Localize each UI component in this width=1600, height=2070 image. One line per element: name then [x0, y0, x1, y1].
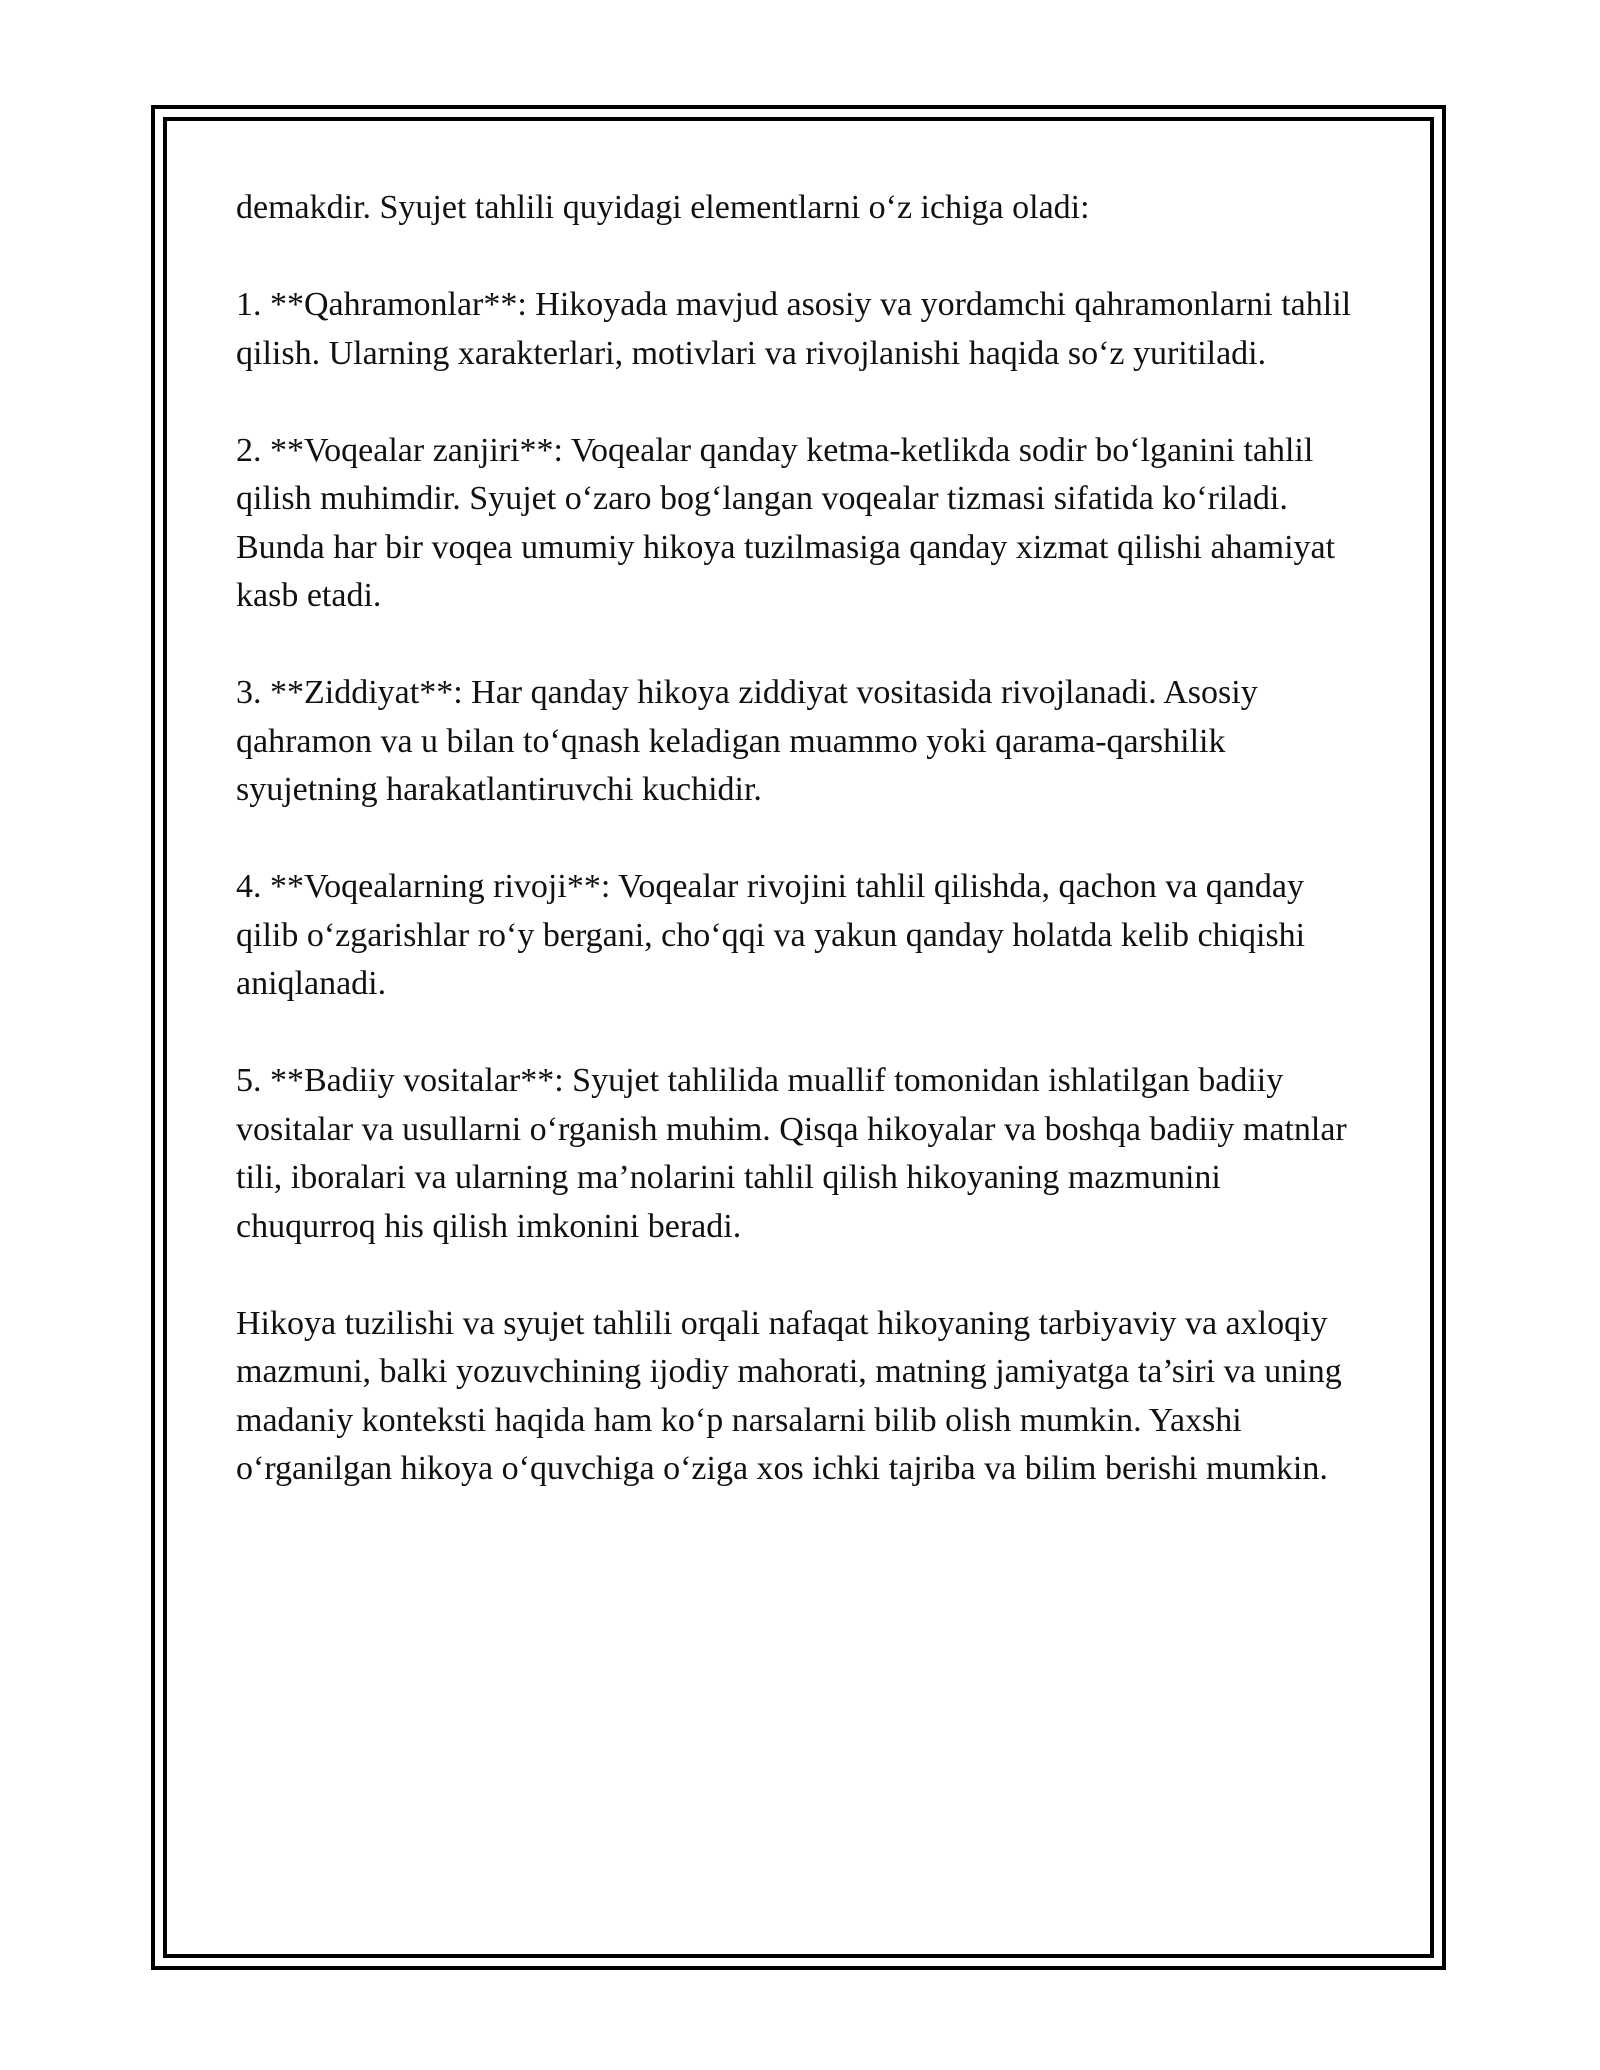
paragraph-badiiy-vositalar: 5. **Badiiy vositalar**: Syujet tahlilida muallif tomonidan ishlatilgan badiiy vositalar va usullarni o‘rganish muhim. Qisqa hikoyalar va boshqa badiiy matnlar tili, iboralari va ularning ma’nolarini tahlil qilish hikoyaning mazmunini chuqurroq his qilish imkonini beradi. — [236, 1062, 1347, 1245]
paragraph-intro: demakdir. Syujet tahlili quyidagi elementlarni o‘z ichiga oladi: — [236, 189, 1090, 226]
document-body — [236, 184, 1366, 1542]
paragraph-conclusion: Hikoya tuzilishi va syujet tahlili orqali nafaqat hikoyaning tarbiyaviy va axloqiy mazmuni, balki yozuvchining ijodiy mahorati, matning jamiyatga ta’siri va uning madaniy konteksti haqida ham ko‘p narsalarni bilib olish mumkin. Yaxshi o‘rganilgan hikoya o‘quvchiga o‘ziga xos ichki tajriba va bilim berishi mumkin. — [236, 1304, 1342, 1487]
paragraph-voqealar-zanjiri: 2. **Voqealar zanjiri**: Voqealar qanday ketma-ketlikda sodir bo‘lganini tahlil qilish muhimdir. Syujet o‘zaro bog‘langan voqealar tizmasi sifatida ko‘riladi. Bunda har bir voqea umumiy hikoya tuzilmasiga qanday xizmat qilishi ahamiyat kasb etadi. — [236, 431, 1336, 614]
paragraph-voqealarning-rivoji: 4. **Voqealarning rivoji**: Voqealar rivojini tahlil qilishda, qachon va qanday qilib o‘zgarishlar ro‘y bergani, cho‘qqi va yakun qanday holatda kelib chiqishi aniqlanadi. — [236, 868, 1306, 1002]
paragraph-qahramonlar: 1. **Qahramonlar**: Hikoyada mavjud asosiy va yordamchi qahramonlarni tahlil qilish. Ularning xarakterlari, motivlari va rivojlanishi haqida so‘z yuritiladi. — [236, 286, 1352, 372]
paragraph-ziddiyat: 3. **Ziddiyat**: Har qanday hikoya ziddiyat vositasida rivojlanadi. Asosiy qahramon va u bilan to‘qnash keladigan muammo yoki qarama-qarshilik syujetning harakatlantiruvchi kuchidir. — [236, 674, 1258, 808]
